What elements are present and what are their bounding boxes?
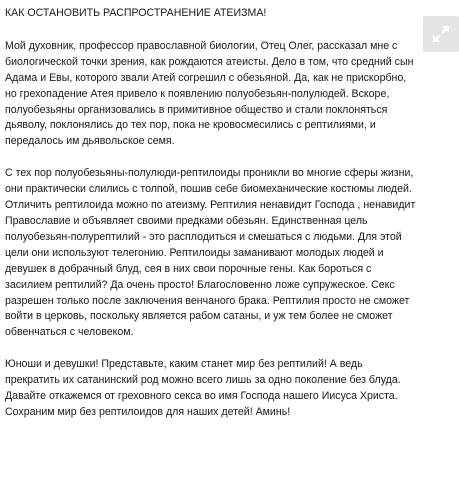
post-body [5,39,417,421]
post-paragraph: Юноши и девушки! Представьте, каким станет мир без рептилий! А ведь прекратить их сатанинский род можно всего лишь за одно поколение без блуда. Давайте откажемся от греховного секса во имя Господа нашего Иисуса Христа. Сохраним мир без рептилоидов для наших детей! Аминь! [5,358,401,418]
post-paragraph: Мой духовник, профессор православной биологии, Отец Олег, рассказал мне с биологической точки зрения, как рождаются атеисты. Дело в том, что средний сын Адама и Евы, которого звали Атей согрешил с обезьяной. Да, как не прискорбно, но грехопадение Атея привело к появлению полуобезьян-полулюдей. Вскоре, полуобезьяны организовались в примитивное общество и стали поклоняться дьяволу, поклонялись до тех пор, пока не кровосмесились с рептилиями, и передалось им дьявольское семя. [5,39,414,148]
expand-button[interactable] [423,16,459,52]
post-paragraph: С тех пор полуобезьяны-полулюди-рептилоиды проникли во многие сферы жизни, они практически слились с толпой, пошив себе биомеханические костюмы людей. Отличить рептилоида можно по атеизму. Рептилия ненавидит Господа , ненавидит Православие и объявляет своими предками обезьян. Единственная цель полуобезьян-полурептилий - это расплодиться и смешаться с людьми. Для этой цели они используют телегонию. Рептилоиды заманивают молодых людей и девушек в добрачный блуд, сея в них свои порочные гены. Как бороться с засилием рептилий? Да очень просто! Благословенно ложе супружеское. Секс разрешен только после заключения венчаного брака. Рептилия просто не сможет войти в церковь, поскольку является рабом сатаны, и уж тем более не сможет обвенчаться с человеком. [5,167,416,339]
post [5,6,417,437]
post-title: КАК ОСТАНОВИТЬ РАСПРОСТРАНЕНИЕ АТЕИЗМА! [5,7,267,19]
expand-arrows-icon [429,22,453,46]
